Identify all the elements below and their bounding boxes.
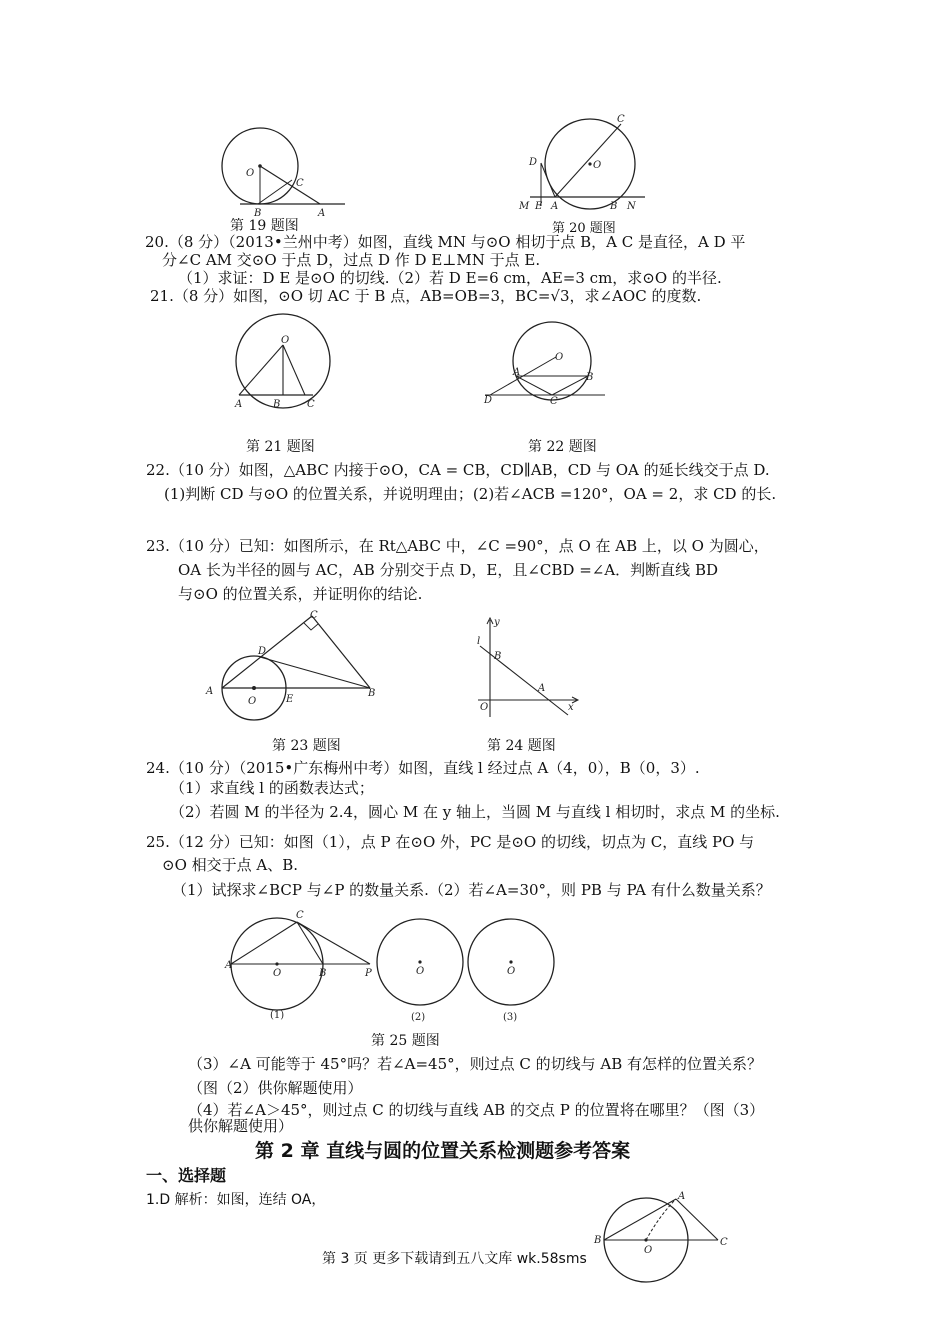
label: B — [586, 372, 594, 383]
q24-line2: （1）求直线 l 的函数表达式； — [170, 779, 374, 797]
label: x — [568, 702, 574, 713]
label: M — [519, 201, 530, 212]
label: O — [555, 352, 564, 363]
label: A — [206, 686, 214, 697]
label: O — [281, 335, 290, 346]
q25-line1: 25.（12 分）已知：如图（1），点 P 在⊙O 外，PC 是⊙O 的切线，切点为 C，直线 PO 与 — [146, 833, 755, 851]
label: y — [494, 617, 500, 628]
label: (1) — [270, 1010, 285, 1021]
q21-line1: 21.（8 分）如图，⊙O 切 AC 于 B 点，AB=OB=3，BC=√3，求∠AOC 的度数. — [150, 287, 702, 305]
label: E — [535, 201, 543, 212]
label: B — [368, 688, 376, 699]
label: B — [319, 968, 327, 979]
label: A — [551, 201, 559, 212]
section-title: 一、选择题 — [146, 1166, 227, 1185]
fig22-caption: 第 22 题图 — [528, 439, 597, 455]
label: O — [507, 966, 516, 977]
fig25-caption: 第 25 题图 — [371, 1033, 440, 1049]
q24-line1: 24.（10 分）（2015•广东梅州中考）如图，直线 l 经过点 A（4，0），B（0，3）. — [146, 759, 700, 777]
q24-line3: （2）若圆 M 的半径为 2.4，圆心 M 在 y 轴上，当圆 M 与直线 l 相切时，求点 M 的坐标. — [170, 803, 780, 821]
q23-line2: OA 长为半径的圆与 AC，AB 分别交于点 D，E，且∠CBD =∠A．判断直线 BD — [178, 561, 718, 579]
answer-title: 第 2 章 直线与圆的位置关系检测题参考答案 — [255, 1140, 631, 1162]
q20-line1: 20.（8 分）（2013•兰州中考）如图，直线 MN 与⊙O 相切于点 B，A C 是直径，A D 平 — [145, 233, 746, 251]
figure-20 — [515, 108, 655, 216]
label: D — [484, 395, 493, 406]
q25-line7: 供你解题使用） — [188, 1117, 294, 1135]
fig24-caption: 第 24 题图 — [487, 738, 556, 754]
label: O — [593, 160, 602, 171]
q23-line1: 23.（10 分）已知：如图所示，在 Rt△ABC 中，∠C =90°，点 O 在 AB 上，以 O 为圆心， — [146, 537, 769, 555]
q20-line3: （1）求证：D E 是⊙O 的切线.（2）若 D E=6 cm，AE=3 cm，求⊙O 的半径. — [178, 269, 722, 287]
label: A — [318, 208, 326, 219]
q25-line3: （1）试探求∠BCP 与∠P 的数量关系.（2）若∠A=30°，则 PB 与 PA 有什么数量关系？ — [172, 881, 771, 899]
label: E — [286, 694, 294, 705]
figure-24 — [470, 612, 585, 722]
figure-21 — [225, 305, 345, 415]
label: O — [644, 1245, 653, 1256]
label: B — [273, 399, 281, 410]
figure-25 — [222, 908, 562, 1026]
fig21-caption: 第 21 题图 — [246, 439, 315, 455]
figure-answer-1 — [588, 1185, 738, 1285]
label: N — [627, 201, 636, 212]
q25-line2: ⊙O 相交于点 A、B. — [162, 856, 299, 874]
q25-line6: （4）若∠A＞45°，则过点 C 的切线与直线 AB 的交点 P 的位置将在哪里？（图（3） — [188, 1101, 765, 1119]
label: (2) — [411, 1012, 426, 1023]
q22-line1: 22.（10 分）如图，△ABC 内接于⊙O，CA = CB，CD∥AB，CD 与 OA 的延长线交于点 D. — [146, 461, 770, 479]
label: A — [678, 1191, 686, 1202]
answer-1: 1.D 解析：如图，连结 OA， — [146, 1192, 326, 1208]
label: A — [513, 367, 521, 378]
q22-line2: (1)判断 CD 与⊙O 的位置关系，并说明理由；(2)若∠ACB =120°，OA = 2，求 CD 的长. — [164, 485, 777, 503]
label: O — [248, 696, 257, 707]
fig19-caption: 第 19 题图 — [230, 218, 299, 234]
q25-line4: （3）∠A 可能等于 45°吗？若∠A=45°，则过点 C 的切线与 AB 有怎样的位置关系？ — [188, 1055, 763, 1073]
label: C — [720, 1237, 728, 1248]
label: P — [365, 968, 372, 979]
label: l — [477, 636, 481, 647]
page-footer: 第 3 页 更多下载请到五八文库 wk.58sms — [322, 1251, 587, 1267]
fig23-caption: 第 23 题图 — [272, 738, 341, 754]
label: C — [296, 178, 304, 189]
figure-23 — [200, 608, 390, 728]
fig20-caption: 第 20 题图 — [552, 221, 616, 236]
q25-line5: （图（2）供你解题使用） — [188, 1079, 363, 1097]
q20-line2: 分∠C AM 交⊙O 于点 D，过点 D 作 D E⊥MN 于点 E. — [162, 251, 541, 269]
label: C — [307, 399, 315, 410]
label: B — [494, 651, 502, 662]
label: C — [310, 610, 318, 621]
label: O — [416, 966, 425, 977]
q23-line3: 与⊙O 的位置关系，并证明你的结论. — [178, 585, 423, 603]
label: B — [254, 208, 262, 219]
label: (3) — [503, 1012, 518, 1023]
label: C — [296, 910, 304, 921]
label: A — [235, 399, 243, 410]
label: D — [258, 646, 267, 657]
figure-19 — [210, 118, 360, 218]
label: B — [610, 201, 618, 212]
figure-22 — [480, 320, 610, 410]
label: B — [594, 1235, 602, 1246]
label: C — [617, 114, 625, 125]
label: O — [273, 968, 282, 979]
label: C — [550, 396, 558, 407]
label: D — [529, 157, 538, 168]
label: A — [225, 960, 233, 971]
label: O — [246, 168, 255, 179]
label: O — [480, 702, 489, 713]
label: A — [538, 683, 546, 694]
